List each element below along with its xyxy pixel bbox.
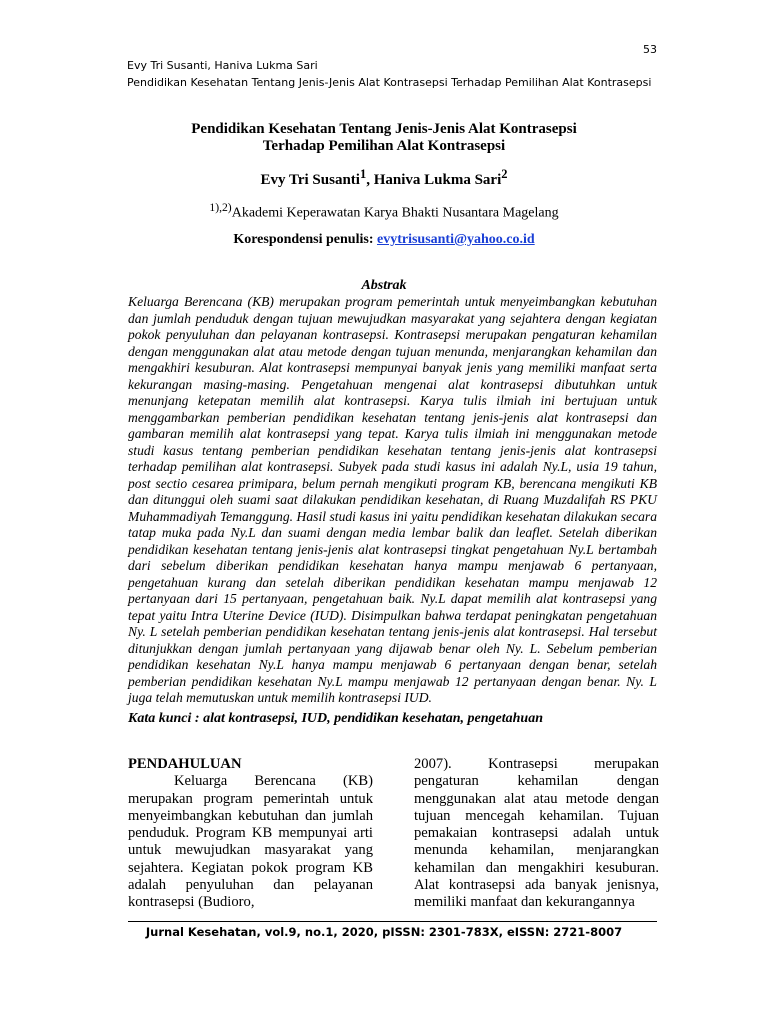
article-title <box>0 121 768 155</box>
abstract-body: Keluarga Berencana (KB) merupakan program pemerintah untuk menyeimbangkan kebutuhan dan jumlah penduduk dengan tujuan mewujudkan masyarakat yang sejahtera dengan kegiatan pokok penyuluhan dan pelayanan kontrasepsi. Kontrasepsi merupakan pengaturan kehamilan dengan menggunakan alat atau metode dengan tujuan menunda, menjarangkan kehamilan dan mengakhiri kesuburan. Alat kontrasepsi mempunyai banyak jenis yang memiliki manfaat serta kekurangan masing-masing. Pengetahuan mengenai alat kontrasepsi dibutuhkan untuk menunjang ketepatan memilih alat kontrasepsi. Karya tulis ilmiah ini bertujuan untuk menggambarkan pemberian pendidikan kesehatan tentang jenis-jenis alat kontrasepsi dan gambaran memilih alat kontrasepsi yang tepat. Karya tulis ilmiah ini menggunakan metode studi kasus tentang pemberian pendidikan kesehatan tentang jenis-jenis alat kontrasepsi terhadap pemilihan alat kontrasepsi. Subyek pada studi kasus ini adalah Ny.L, usia 19 tahun, post sectio cesarea primipara, belum pernah mengikuti program KB, berencana mengikuti KB dan ditunggui oleh suami saat dilakukan pendidikan kesehatan, di Ruang Muzdalifah RS PKU Muhammadiyah Temanggung. Hasil studi kasus ini yaitu pendidikan kesehatan dilakukan secara tatap muka pada Ny.L dan suami dengan media lembar balik dan leaflet. Setelah diberikan pendidikan kesehatan tentang jenis-jenis alat kontrasepsi tingkat pengetahuan Ny.L bertambah dari sebelum diberikan pendidikan kesehatan hanya mampu menjawab 6 pertanyaan, pengetahuan kurang dan setelah diberikan pendidikan kesehatan mampu menjawab 12 pertanyaan dari 15 pertanyaan, pengetahuan baik. Ny.L dapat memilih alat kontrasepsi yang tepat yaitu Intra Uterine Device (IUD). Disimpulkan bahwa terdapat peningkatan pengetahuan Ny. L setelah pemberian pendidikan kesehatan tentang jenis-jenis alat kontrasepsi. Hal tersebut ditunjukkan dengan jumlah pertanyaan yang dijawab benar oleh Ny. L. Sebelum pemberian pendidikan kesehatan Ny.L hanya mampu menjawab 6 pertanyaan dengan benar, setelah pemberian pendidikan kesehatan Ny.L mampu menjawab 12 pertanyaan dengan benar. Ny. L juga telah memutuskan untuk memilih kontrasepsi IUD. <box>128 294 657 705</box>
author-affiliation-mark: 2 <box>501 167 508 181</box>
correspondence <box>0 232 768 248</box>
section-heading: PENDAHULUAN <box>128 756 242 772</box>
affiliation-text: Akademi Keperawatan Karya Bhakti Nusantara Magelang <box>231 205 559 221</box>
running-header-title: Pendidikan Kesehatan Tentang Jenis-Jenis Alat Kontrasepsi Terhadap Pemilihan Alat Kontrasepsi <box>127 76 652 89</box>
introduction-right-column <box>414 756 659 912</box>
correspondence-email-link[interactable]: evytrisusanti@yahoo.co.id <box>376 232 535 247</box>
affiliation <box>0 201 768 222</box>
article-title-line-2: Terhadap Pemilihan Alat Kontrasepsi <box>262 138 506 154</box>
author-name: Haniva Lukma Sari <box>373 172 502 188</box>
footer-rule <box>128 921 657 922</box>
author-name: Evy Tri Susanti <box>260 172 360 188</box>
introduction-left-column <box>128 756 373 912</box>
introduction-paragraph: Keluarga Berencana (KB) merupakan program pemerintah untuk menyeimbangkan kebutuhan dan jumlah penduduk. Program KB mempunyai arti untuk mewujudkan masyarakat yang sejahtera. Kegiatan pokok program KB adalah penyuluhan dan pelayanan kontrasepsi (Budioro, <box>128 773 373 911</box>
author-separator: , <box>366 172 374 188</box>
author-affiliation-mark: 1 <box>359 167 367 181</box>
introduction-paragraph-continued: 2007). Kontrasepsi merupakan pengaturan kehamilan dengan menggunakan alat atau metode dengan tujuan mencegah kehamilan. Tujuan pemakaian kontrasepsi adalah untuk menunda kehamilan, menjarangkan kehamilan dan mengakhiri kesuburan. Alat kontrasepsi ada banyak jenisnya, memiliki manfaat dan kekurangannya <box>414 756 659 911</box>
author-list <box>0 167 768 189</box>
affiliation-mark: 1),2) <box>209 201 232 214</box>
abstract-heading: Abstrak <box>361 278 407 293</box>
article-title-line-1: Pendidikan Kesehatan Tentang Jenis-Jenis Alat Kontrasepsi <box>191 121 577 137</box>
keywords: Kata kunci : alat kontrasepsi, IUD, pendidikan kesehatan, pengetahuan <box>128 711 544 726</box>
running-header <box>127 57 651 91</box>
running-header-authors: Evy Tri Susanti, Haniva Lukma Sari <box>127 59 318 72</box>
correspondence-label: Korespondensi penulis: <box>233 232 377 247</box>
page-number: 53 <box>643 43 657 56</box>
journal-footer: Jurnal Kesehatan, vol.9, no.1, 2020, pISSN: 2301-783X, eISSN: 2721-8007 <box>145 925 623 939</box>
